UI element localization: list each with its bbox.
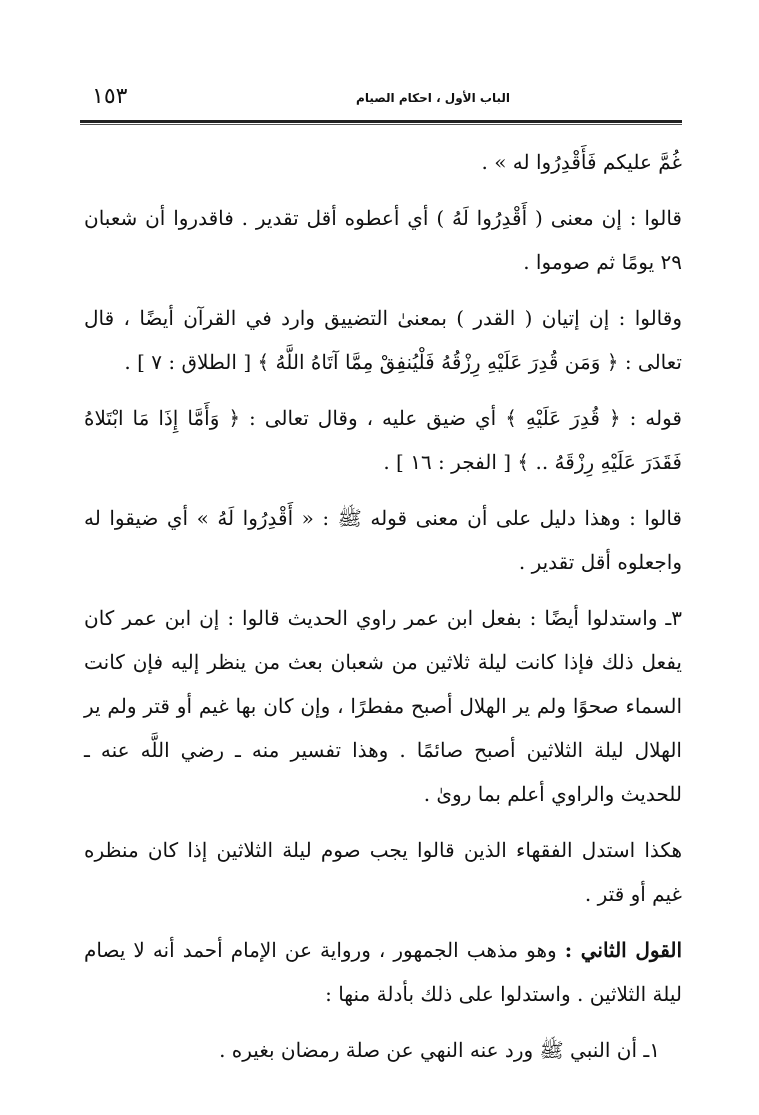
paragraph-3: وقالوا : إن إتيان ( القدر ) بمعنىٰ التضييق وارد في القرآن أيضًا ، قال تعالى : ﴿ وَمَن قُدِرَ عَلَيْهِ رِزْقُهُ فَلْيُنفِقْ مِمَّا آتَاهُ اللَّهُ ﴾ [ الطلاق : ٧ ] . bbox=[84, 306, 682, 374]
paragraph-4: قوله : ﴿ قُدِرَ عَلَيْهِ ﴾ أي ضيق عليه ، وقال تعالى : ﴿ وَأَمَّا إِذَا مَا ابْتَلاهُ فَقَدَرَ عَلَيْهِ رِزْقَهُ .. ﴾ [ الفجر : ١٦ ] . bbox=[84, 406, 682, 474]
header-rule-thin bbox=[80, 124, 682, 125]
paragraph-5: قالوا : وهذا دليل على أن معنى قوله ﷺ : « أَقْدِرُوا لَهُ » أي ضيقوا له واجعلوه أقل تقدير . bbox=[84, 506, 682, 574]
section-heading: القول الثاني : bbox=[564, 938, 683, 962]
paragraph-9: ١ـ أن النبي ﷺ ورد عنه النهي عن صلة رمضان بغيره . bbox=[219, 1038, 660, 1062]
header-rule bbox=[80, 120, 682, 123]
page-number: ١٥٣ bbox=[92, 84, 128, 109]
paragraph-7: هكذا استدل الفقهاء الذين قالوا يجب صوم ليلة الثلاثين إذا كان منظره غيم أو قتر . bbox=[84, 838, 682, 906]
paragraph-2: قالوا : إن معنى ( أَقْدِرُوا لَهُ ) أي أعطوه أقل تقدير . فاقدروا أن شعبان ٢٩ يومًا ثم صوموا . bbox=[84, 206, 682, 274]
chapter-title: الباب الأول ، احكام الصيام bbox=[356, 91, 510, 105]
body-text bbox=[84, 140, 682, 1084]
paragraph-8-text: وهو مذهب الجمهور ، ورواية عن الإمام أحمد أنه لا يصام ليلة الثلاثين . واستدلوا على ذلك بأدلة منها : bbox=[84, 938, 682, 1006]
paragraph-6: ٣ـ واستدلوا أيضًا : بفعل ابن عمر راوي الحديث قالوا : إن ابن عمر كان يفعل ذلك فإذا كانت ليلة ثلاثين من شعبان بعث من ينظر إليه فإن كانت السماء صحوًا ولم ير الهلال أصبح مفطرًا ، وإن كان بها غيم أو قتر ولم ير الهلال ليلة الثلاثين أصبح صائمًا . وهذا تفسير منه ـ رضي اللَّه عنه ـ للحديث والراوي أعلم بما روىٰ . bbox=[84, 606, 682, 806]
paragraph-8 bbox=[84, 928, 682, 1016]
page-header bbox=[80, 84, 682, 118]
paragraph-1: غُمَّ عليكم فَأَقْدِرُوا له » . bbox=[481, 150, 682, 174]
